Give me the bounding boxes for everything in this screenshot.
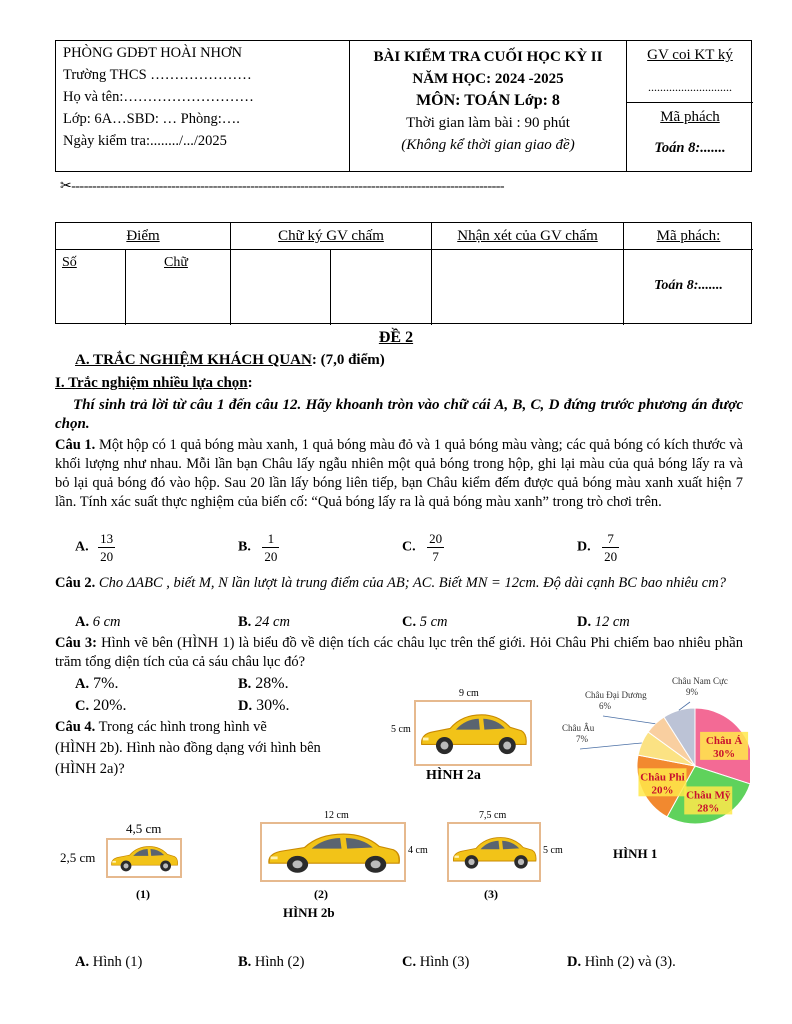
subject: MÔN: TOÁN Lớp: 8: [416, 92, 560, 109]
pie-leader-3: [580, 743, 642, 749]
proctor-signature-label: GV coi KT ký: [647, 47, 733, 63]
q1-option-d[interactable]: D. $\frac{7}{20}$: [577, 531, 618, 564]
pie-label-name-5: Châu Nam Cực: [672, 676, 728, 686]
school-field: Trường THCS …………………: [63, 67, 252, 83]
signature-cell-2: [331, 250, 432, 325]
q4-option-b[interactable]: B. Hình (2): [238, 954, 305, 970]
pie-label-value-5: 9%: [686, 687, 698, 697]
q3-option-a[interactable]: A. 7%.: [75, 675, 119, 692]
pie-label-name-4: Châu Đại Dương: [585, 690, 647, 700]
q2-option-d[interactable]: D. 12 cm: [577, 614, 630, 630]
car-h2a-icon: [416, 702, 530, 764]
q2-option-a[interactable]: A. 6 cm: [75, 614, 121, 630]
f2-frame: [260, 822, 406, 882]
q1-option-c[interactable]: C. $\frac{20}{7}$: [402, 531, 443, 564]
school-year: NĂM HỌC: 2024 -2025: [412, 71, 564, 87]
f2-width-label: 12 cm: [324, 810, 349, 821]
score-number-label: Số: [62, 255, 77, 270]
exam-title-cell: [350, 41, 627, 171]
dept-name: PHÒNG GDĐT HOÀI NHƠN: [63, 45, 242, 61]
exam-header-table: [55, 40, 752, 172]
pie-label-value-4: 6%: [599, 701, 611, 711]
f3-caption: (3): [484, 887, 498, 901]
pie-label-name-1: Châu Mỹ: [686, 789, 731, 802]
q3-option-c[interactable]: C. 20%.: [75, 697, 127, 714]
pie-leader-4: [603, 716, 655, 724]
student-name-field: Họ và tên:………………………: [63, 89, 254, 105]
q2-option-b[interactable]: B. 24 cm: [238, 614, 290, 630]
continent-area-pie-chart: [540, 676, 750, 846]
pie-label-0: [700, 732, 748, 760]
pie-label-value-2: 20%: [651, 784, 674, 797]
proctor-cell: [627, 41, 753, 171]
q4-option-a[interactable]: A. Hình (1): [75, 954, 143, 970]
exam-time: Thời gian làm bài : 90 phút: [406, 115, 570, 131]
cut-line: ✂--------------------------------------------------------------------------------------------------------: [60, 179, 505, 194]
q3-option-b[interactable]: B. 28%.: [238, 675, 289, 692]
proctor-dots: ............................: [648, 80, 732, 94]
f3-width-label: 7,5 cm: [479, 810, 507, 821]
comment-cell: [432, 250, 624, 325]
f2-caption: (2): [314, 887, 328, 901]
exam-title: BÀI KIỂM TRA CUỐI HỌC KỲ II: [373, 49, 603, 65]
q1-option-a[interactable]: A. $\frac{13}{20}$: [75, 531, 114, 564]
pie-label-value-0: 30%: [713, 747, 736, 760]
pie-label-name-2: Châu Phi: [640, 771, 685, 784]
car-f2-icon: [262, 824, 404, 880]
f1-width-label: 4,5 cm: [126, 821, 162, 836]
question-2: Câu 2. Cho ΔABC , biết M, N lần lượt là trung điểm của AB; AC. Biết MN = 12cm. Độ dài cạnh BC bao nhiêu cm?: [55, 575, 726, 591]
car-f3-icon: [449, 824, 539, 880]
q1-option-b[interactable]: B. $\frac{1}{20}$: [238, 531, 278, 564]
f3-height-label: 5 cm: [543, 845, 563, 856]
q2-option-c[interactable]: C. 5 cm: [402, 614, 448, 630]
f2-height-label: 4 cm: [408, 845, 428, 856]
f1-caption: (1): [136, 887, 150, 901]
score-code-value: Toán 8:.......: [654, 278, 723, 293]
f3-frame: [447, 822, 541, 882]
exam-time-note: (Không kể thời gian giao đề): [401, 137, 575, 153]
pie-label-name-3: Châu Âu: [562, 723, 595, 733]
car-f1-icon: [108, 840, 180, 876]
score-words-label: Chữ: [164, 255, 188, 270]
signature-header: Chữ ký GV chấm: [278, 228, 384, 244]
pie-label-1: [684, 786, 732, 814]
q3-option-d[interactable]: D. 30%.: [238, 697, 290, 714]
h2a-height-label: 5 cm: [391, 724, 411, 735]
h2b-caption: HÌNH 2b: [283, 905, 335, 920]
q4-option-c[interactable]: C. Hình (3): [402, 954, 470, 970]
code-value: Toán 8:.......: [654, 140, 726, 156]
code-label: Mã phách: [660, 109, 720, 125]
section-a-heading: A. TRẮC NGHIỆM KHÁCH QUAN: (7,0 điểm): [75, 352, 385, 368]
instruction: Thí sinh trả lời từ câu 1 đến câu 12. Hãy khoanh tròn vào chữ cái A, B, C, D đứng trước phương án được chọn.: [55, 397, 743, 432]
class-field: Lớp: 6A…SBD: … Phòng:….: [63, 111, 240, 127]
pie-label-name-0: Châu Á: [705, 734, 743, 747]
pie-label-value-3: 7%: [576, 734, 588, 744]
h2a-caption: HÌNH 2a: [426, 768, 481, 783]
exam-date-field: Ngày kiểm tra:......../.../2025: [63, 133, 227, 149]
f1-frame: [106, 838, 182, 878]
q4-option-d[interactable]: D. Hình (2) và (3).: [567, 954, 676, 970]
part-i-heading: I. Trắc nghiệm nhiều lựa chọn:: [55, 375, 253, 391]
comment-header: Nhận xét của GV chấm: [457, 228, 598, 244]
exam-version: ĐỀ 2: [378, 329, 414, 346]
question-1: Câu 1. Một hộp có 1 quả bóng màu xanh, 1 quả bóng màu đỏ và 1 quả bóng màu vàng; các quả bóng có kích thước và khối lượng như nhau. Mỗi lần bạn Châu lấy ngẫu nhiên một quả bóng trong hộp, ghi lại màu của quả bóng lấy ra và bỏ lại quả bóng đó vào hộp. Sau 20 lần lấy bóng liên tiếp, bạn Châu kiểm đếm được quả bóng màu xanh xuất hiện 7 lần. Tính xác suất thực nghiệm của biến cố: “Quả bóng lấy ra là quả bóng màu xanh” trong trò chơi trên.: [55, 437, 743, 510]
code-header: Mã phách:: [656, 228, 721, 244]
student-info-cell: [56, 41, 350, 171]
signature-cell-1: [231, 250, 331, 325]
h2a-frame: [414, 700, 532, 766]
question-3: Câu 3: Hình vẽ bên (HÌNH 1) là biểu đồ về diện tích các châu lục trên thế giới. Hỏi Châu Phi chiếm bao nhiêu phần trăm tổng diện tích của cả sáu châu lục đó?: [55, 635, 743, 670]
h1-caption: HÌNH 1: [613, 846, 658, 861]
pie-label-value-1: 28%: [697, 802, 720, 815]
pie-label-2: [638, 768, 686, 796]
f1-height-label: 2,5 cm: [60, 850, 96, 865]
score-table: [55, 222, 752, 324]
h2a-width-label: 9 cm: [459, 688, 479, 699]
score-header: Điểm: [126, 228, 160, 244]
question-4: Câu 4. Trong các hình trong hình vẽ (HÌNH 2b). Hình nào đồng dạng với hình bên (HÌNH 2a)?: [55, 719, 321, 777]
